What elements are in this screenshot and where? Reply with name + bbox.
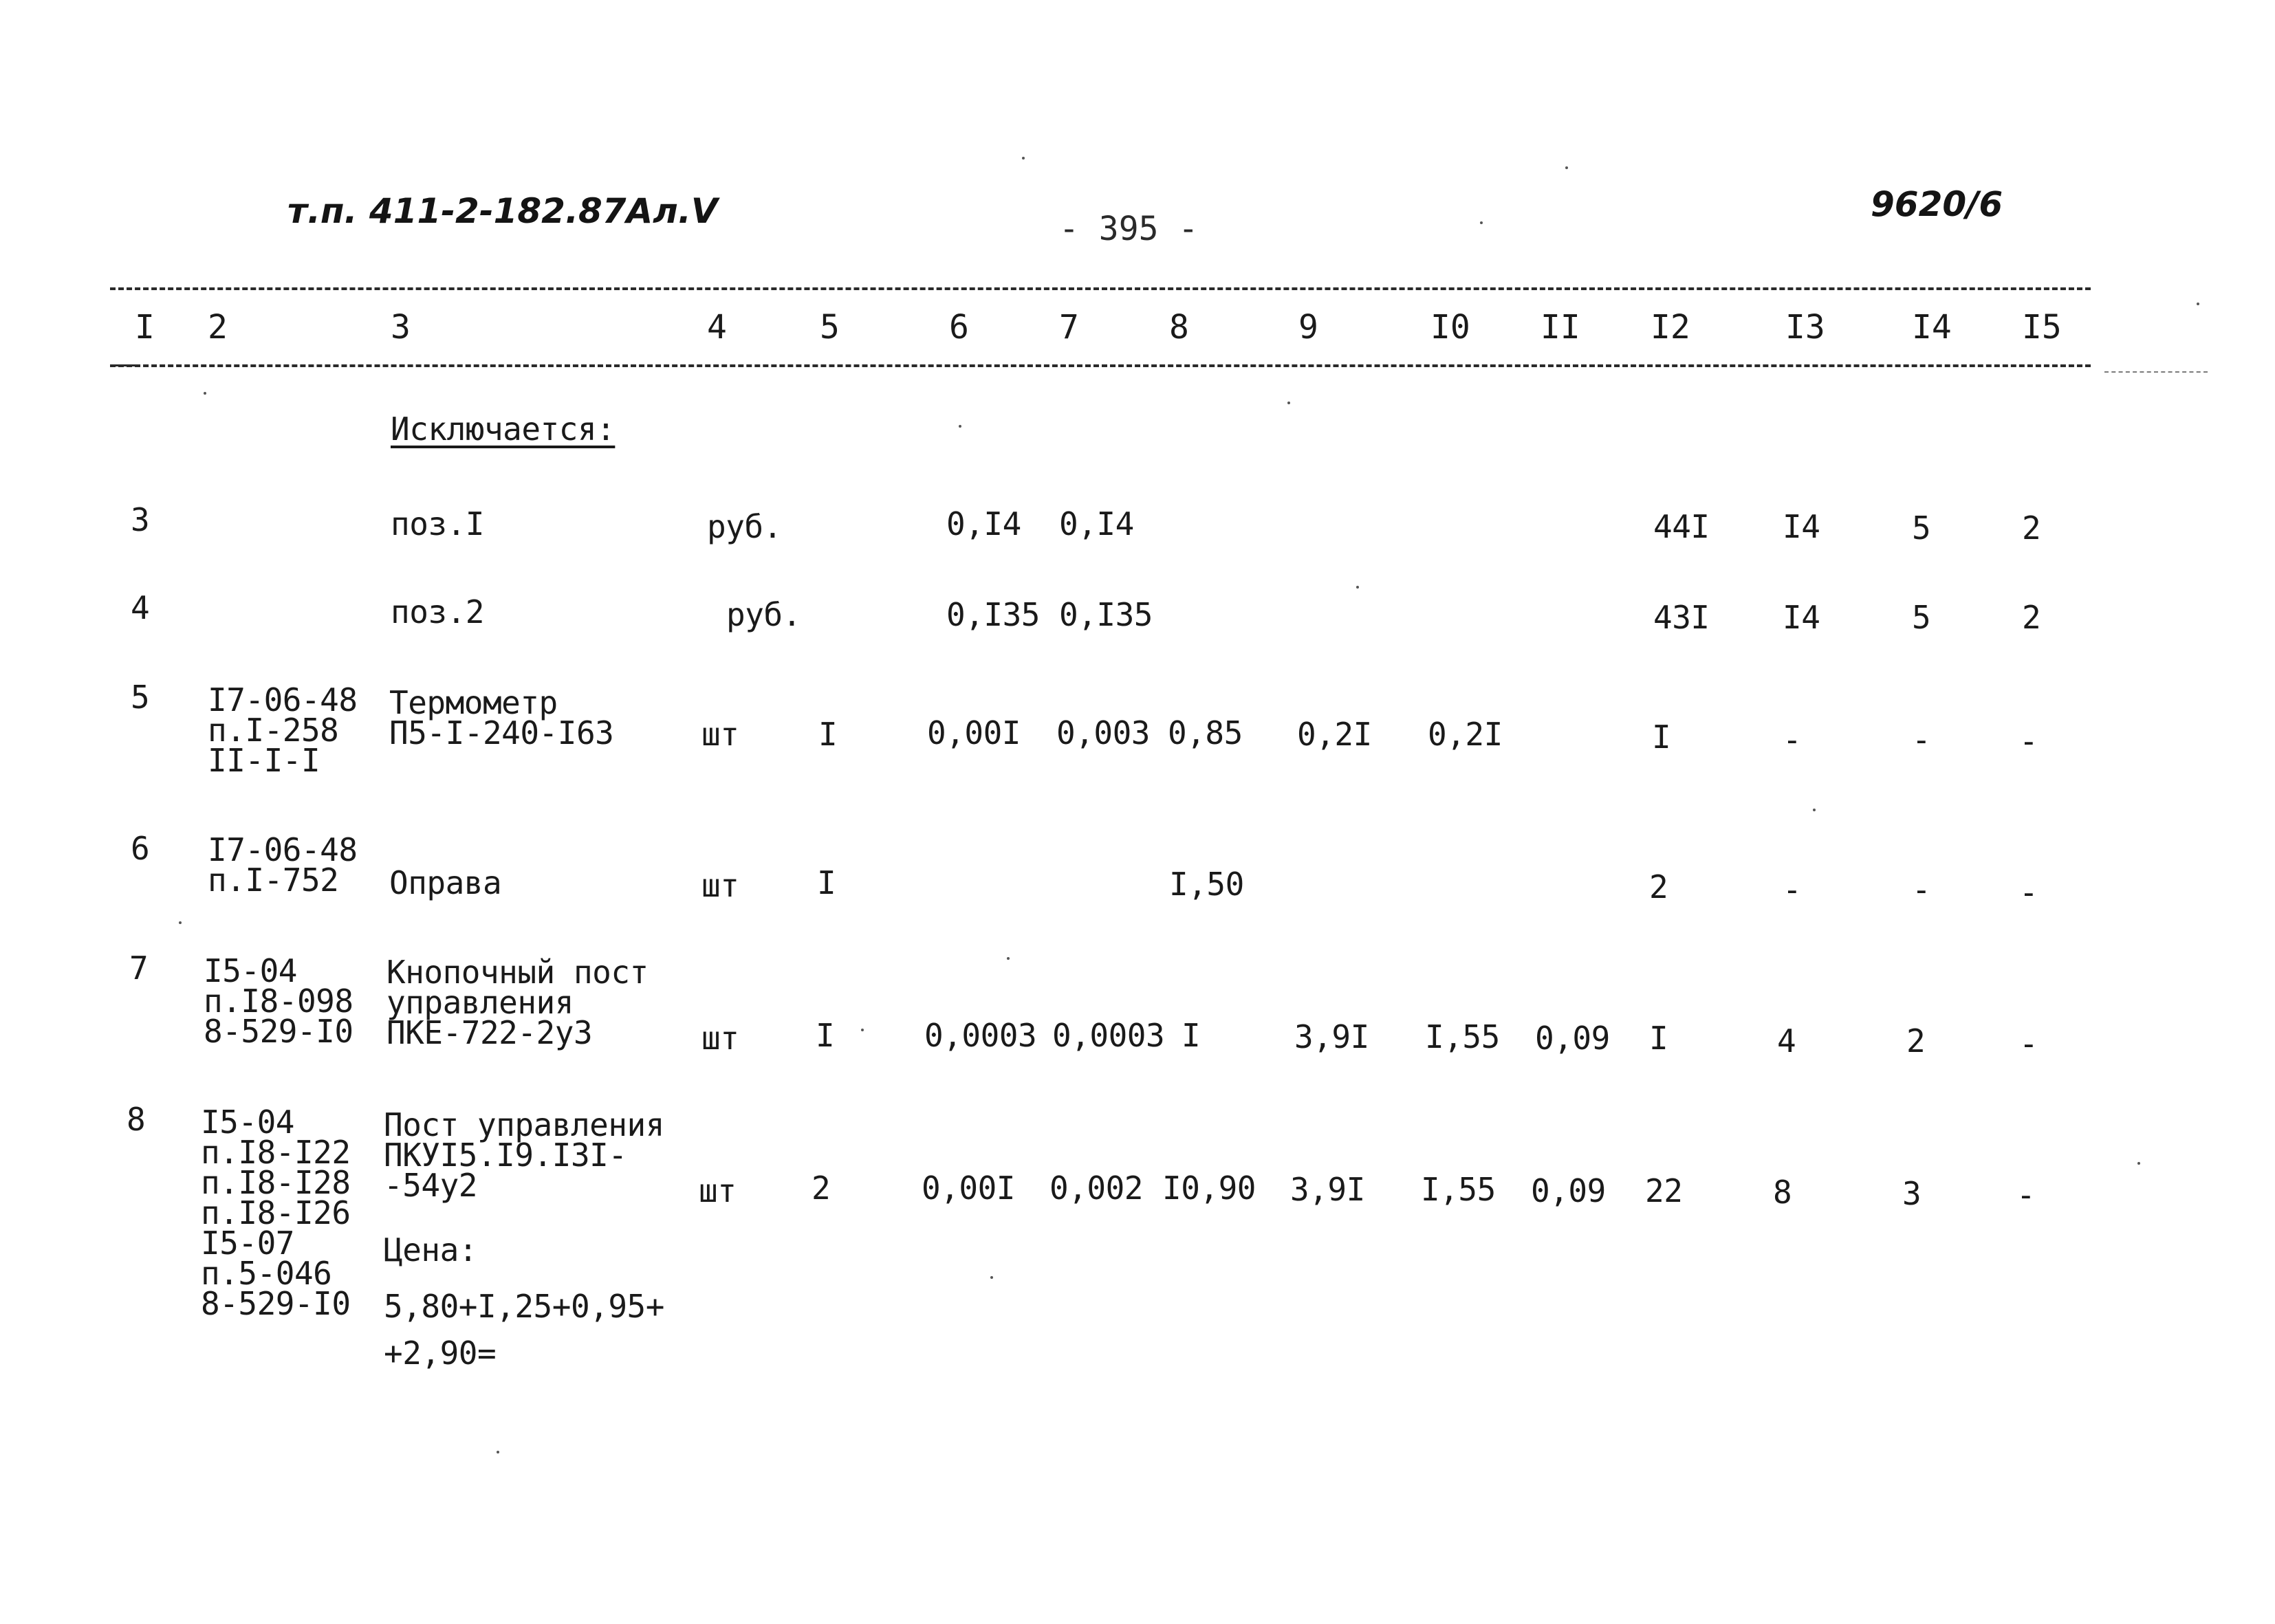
row-number: 3 — [131, 501, 150, 538]
row-c10: I,55 — [1425, 1018, 1500, 1055]
scan-speck — [959, 425, 961, 428]
row-number: 7 — [129, 950, 149, 987]
scan-speck — [1565, 166, 1568, 169]
row-c8: 0,85 — [1168, 714, 1243, 751]
row-qty: I — [817, 864, 836, 901]
scan-speck — [1022, 157, 1025, 160]
row-c13: - — [1783, 721, 1802, 758]
scan-speck — [1007, 957, 1010, 960]
row-unit: шт — [701, 716, 739, 753]
row-c11: 0,09 — [1531, 1172, 1606, 1209]
scan-speck — [1813, 809, 1816, 811]
column-header: 7 — [1059, 308, 1079, 347]
row-c15: - — [2019, 874, 2038, 911]
row-c6: 0,0003 — [924, 1017, 1037, 1054]
row-unit: шт — [699, 1172, 737, 1209]
row-c11: 0,09 — [1535, 1020, 1610, 1057]
row-c14: 5 — [1912, 509, 1931, 547]
row-unit: шт — [701, 1020, 739, 1057]
row-c6: 0,I35 — [946, 596, 1040, 633]
column-header: 4 — [707, 308, 727, 347]
row-c14: - — [1912, 721, 1931, 758]
row-c9: 3,9I — [1290, 1171, 1365, 1208]
price-label: Цена: — [384, 1231, 477, 1269]
scan-speck — [861, 1029, 864, 1031]
row-qty: 2 — [812, 1170, 831, 1207]
row-c14: - — [1912, 871, 1931, 908]
document-code: т.п. 411-2-182.87Ал.V — [287, 191, 718, 231]
row-qty: I — [818, 716, 838, 753]
row-c12: 44I — [1653, 508, 1710, 545]
row-c12: 43I — [1653, 599, 1710, 636]
row-c10: 0,2I — [1428, 716, 1503, 753]
row-c6: 0,I4 — [946, 505, 1021, 542]
scan-speck — [497, 1451, 499, 1453]
row-name: Пост управления ПКУI5.I9.I3I- -54у2 — [384, 1106, 664, 1204]
price-formula: 5,80+I,25+0,95+ +2,90= — [384, 1288, 664, 1372]
row-c14: 2 — [1906, 1022, 1926, 1060]
row-c8: I — [1182, 1017, 1201, 1054]
scan-speck — [1480, 221, 1483, 224]
row-c6: 0,00I — [922, 1170, 1015, 1207]
scan-speck — [1287, 402, 1290, 404]
row-unit: шт — [701, 867, 739, 904]
column-header: 9 — [1298, 308, 1318, 347]
column-header: 6 — [949, 308, 969, 347]
column-header: 2 — [208, 308, 228, 347]
table-top-rule — [110, 287, 2091, 290]
row-number: 6 — [131, 830, 150, 867]
row-c7: 0,002 — [1049, 1170, 1143, 1207]
row-c14: 3 — [1902, 1175, 1922, 1212]
row-c8: I0,90 — [1162, 1170, 1256, 1207]
row-c6: 0,00I — [927, 714, 1021, 751]
table-header-rule-tail — [2104, 371, 2208, 373]
row-c13: I4 — [1783, 508, 1820, 545]
row-name: Термометр П5-I-240-I63 — [389, 684, 614, 751]
column-header: I2 — [1651, 308, 1690, 347]
row-c13: 8 — [1773, 1174, 1792, 1211]
column-header: 5 — [820, 308, 840, 347]
row-name: поз.I — [391, 505, 484, 542]
row-unit: руб. — [707, 508, 782, 545]
column-header: I5 — [2022, 308, 2062, 347]
row-c10: I,55 — [1421, 1171, 1496, 1208]
row-c14: 5 — [1912, 599, 1931, 636]
scan-speck — [1356, 586, 1359, 589]
row-code: I7-06-48 п.I-752 — [208, 831, 358, 899]
row-c15: 2 — [2022, 599, 2041, 636]
row-number: 4 — [131, 589, 150, 626]
scan-speck — [204, 392, 206, 395]
row-c8: I,50 — [1169, 866, 1244, 903]
row-c15: 2 — [2022, 509, 2041, 547]
row-unit: руб. — [726, 596, 801, 633]
column-header: II — [1541, 308, 1580, 347]
scan-speck — [2197, 303, 2199, 305]
row-c13: - — [1783, 871, 1802, 908]
column-header: 8 — [1169, 308, 1189, 347]
scan-speck — [990, 1276, 993, 1279]
row-c12: 2 — [1649, 868, 1668, 906]
row-c12: 22 — [1645, 1172, 1683, 1209]
column-header: I4 — [1912, 308, 1952, 347]
row-name: Оправа — [389, 864, 502, 901]
column-header: 3 — [391, 308, 411, 347]
column-header: I — [135, 308, 155, 347]
row-number: 5 — [131, 679, 150, 716]
row-c13: 4 — [1777, 1022, 1796, 1060]
row-c9: 3,9I — [1294, 1018, 1369, 1055]
table-header-rule — [110, 364, 2091, 367]
sheet-number: 9620/6 — [1871, 184, 2003, 224]
row-name: Кнопочный пост управления ПКЕ-722-2у3 — [387, 954, 649, 1051]
page-number: - 395 - — [1059, 210, 1199, 248]
row-code: I5-04 п.I8-I22 п.I8-I28 п.I8-I26 I5-07 п.5-046 8-529-I0 — [201, 1104, 351, 1322]
row-c15: - — [2016, 1176, 2036, 1214]
row-c7: 0,003 — [1056, 714, 1150, 751]
row-c12: I — [1652, 718, 1671, 756]
scan-speck — [179, 921, 182, 924]
row-c9: 0,2I — [1297, 716, 1372, 753]
row-number: 8 — [127, 1101, 146, 1138]
row-code: I5-04 п.I8-098 8-529-I0 — [204, 952, 353, 1050]
column-header: I3 — [1785, 308, 1825, 347]
row-qty: I — [816, 1017, 835, 1054]
row-c12: I — [1649, 1020, 1668, 1057]
section-title: Исключается: — [391, 410, 616, 448]
scan-speck — [2137, 1162, 2140, 1165]
row-c15: - — [2019, 723, 2038, 760]
column-header: I0 — [1430, 308, 1470, 347]
row-name: поз.2 — [391, 593, 484, 630]
row-c13: I4 — [1783, 599, 1820, 636]
row-c15: - — [2019, 1025, 2038, 1062]
row-c7: 0,I35 — [1059, 596, 1153, 633]
row-c7: 0,0003 — [1052, 1017, 1165, 1054]
row-c7: 0,I4 — [1059, 505, 1134, 542]
row-code: I7-06-48 п.I-258 II-I-I — [208, 681, 358, 779]
